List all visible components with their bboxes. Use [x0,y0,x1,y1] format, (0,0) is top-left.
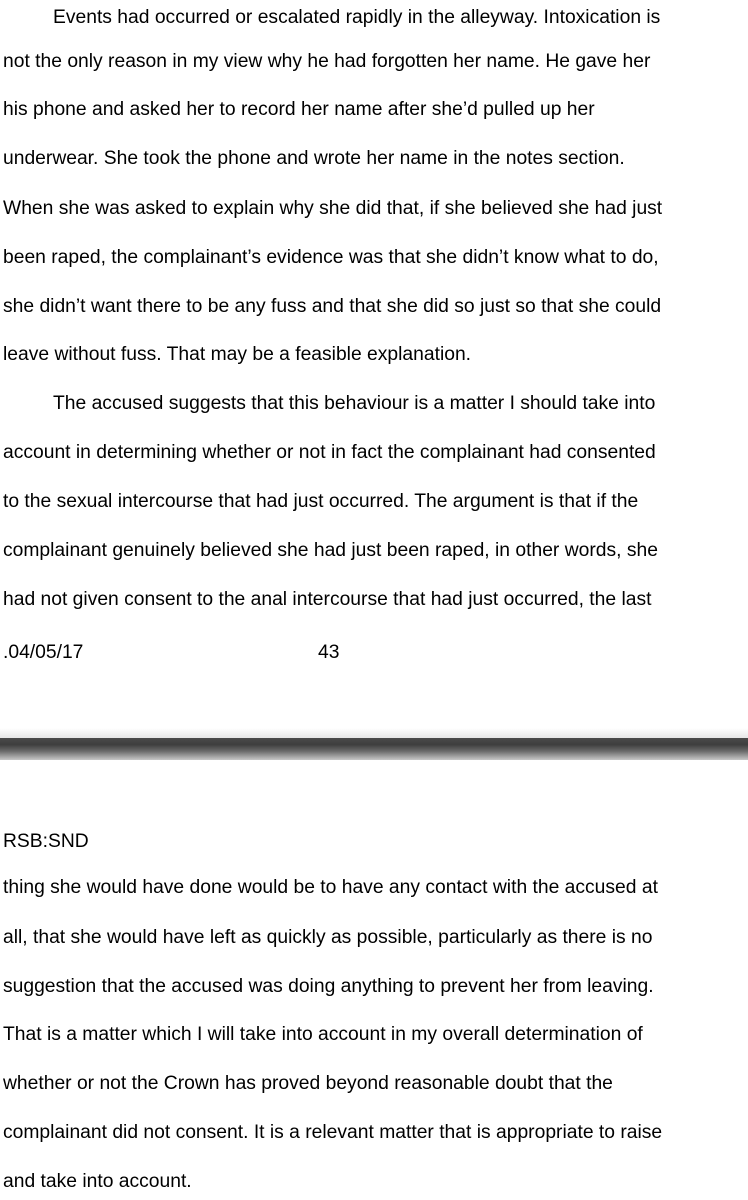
paragraph-line: whether or not the Crown has proved beyond reasonable doubt that the [3,1073,613,1094]
paragraph-line: not the only reason in my view why he had forgotten her name. He gave her [3,51,651,72]
paragraph-line: had not given consent to the anal intercourse that had just occurred, the last [3,589,652,610]
footer-page-number: 43 [318,642,340,663]
footer-date: .04/05/17 [3,642,84,663]
paragraph-line: and take into account. [3,1171,192,1192]
paragraph-line: leave without fuss. That may be a feasible explanation. [3,344,472,365]
paragraph-line: When she was asked to explain why she did that, if she believed she had just [3,198,663,219]
paragraph-line: account in determining whether or not in fact the complainant had consented [3,442,656,463]
paragraph-line: thing she would have done would be to have any contact with the accused at [3,877,658,898]
paragraph-line: complainant did not consent. It is a relevant matter that is appropriate to raise [3,1122,663,1143]
page-gap-shadow [0,728,748,738]
paragraph-line: The accused suggests that this behaviour is a matter I should take into [53,393,656,414]
document-page-44 [0,760,748,1200]
paragraph-line: complainant genuinely believed she had just been raped, in other words, she [3,540,658,561]
paragraph-line: she didn’t want there to be any fuss and that she did so just so that she could [3,296,662,317]
paragraph-line: his phone and asked her to record her name after she’d pulled up her [3,99,595,120]
header-code: RSB:SND [3,831,89,852]
paragraph-line: underwear. She took the phone and wrote her name in the notes section. [3,148,625,169]
paragraph-line: to the sexual intercourse that had just occurred. The argument is that if the [3,491,639,512]
paragraph-line: That is a matter which I will take into account in my overall determination of [3,1024,643,1045]
paragraph-line: been raped, the complainant’s evidence was that she didn’t know what to do, [3,247,659,268]
page-divider [0,738,748,760]
paragraph-line: Events had occurred or escalated rapidly in the alleyway. Intoxication is [53,7,661,28]
paragraph-line: suggestion that the accused was doing anything to prevent her from leaving. [3,976,654,997]
paragraph-line: all, that she would have left as quickly as possible, particularly as there is no [3,927,653,948]
